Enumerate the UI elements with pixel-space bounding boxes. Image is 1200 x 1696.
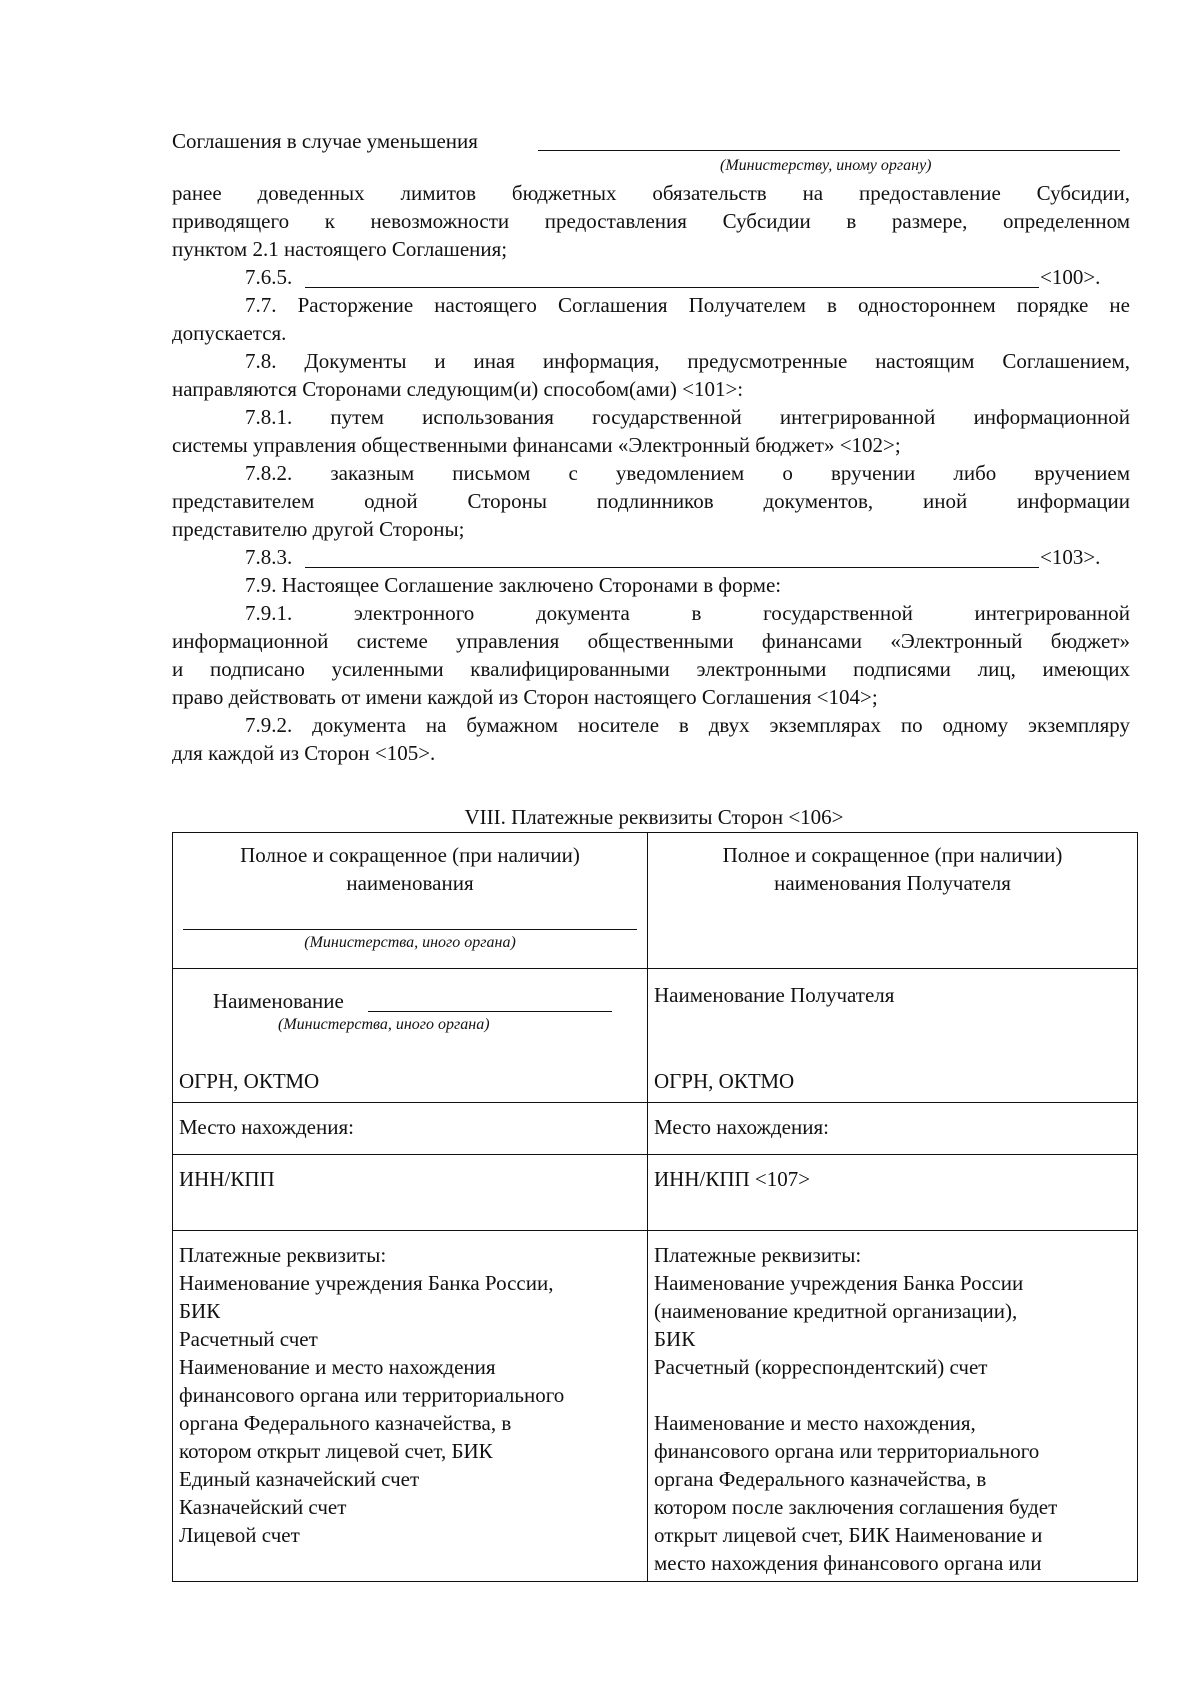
text-line: представителю другой Стороны;	[172, 517, 465, 541]
text-line: 7.8. Документы и иная информация, предусмотренные настоящим Соглашением,	[245, 349, 1130, 373]
cell-line: Расчетный (корреспондентский) счет	[654, 1355, 988, 1379]
table-row	[173, 1231, 1138, 1582]
footnote-ref: <100>.	[1040, 265, 1101, 289]
cell-text: Место нахождения:	[179, 1115, 354, 1139]
cell-text: Наименование Получателя	[654, 983, 895, 1007]
cell-line: Наименование учреждения Банка России	[654, 1271, 1024, 1295]
cell-line: котором после заключения соглашения будет	[654, 1495, 1058, 1519]
cell-line: Платежные реквизиты:	[654, 1243, 862, 1267]
cell-line: Платежные реквизиты:	[179, 1243, 387, 1267]
payment-details-left	[179, 1235, 641, 1549]
table-row	[173, 969, 1138, 1103]
cell-line: органа Федерального казначейства, в	[654, 1467, 987, 1491]
clause-number: 7.6.5.	[245, 265, 293, 289]
table-cell	[173, 1231, 648, 1582]
cell-line: Казначейский счет	[179, 1495, 347, 1519]
cell-line: Наименование и место нахождения	[179, 1355, 496, 1379]
blank-underline	[183, 929, 637, 930]
cell-text: ОГРН, ОКТМО	[179, 1069, 320, 1093]
cell-line: открыт лицевой счет, БИК Наименование и	[654, 1523, 1043, 1547]
table-cell	[648, 1155, 1138, 1231]
field-hint: (Министерства, иного органа)	[278, 1016, 490, 1033]
cell-line: Наименование учреждения Банка России,	[179, 1271, 554, 1295]
table-cell	[648, 1103, 1138, 1155]
text-line: и подписано усиленными квалифицированными электронными подписями лиц, имеющих	[172, 657, 1130, 681]
table-cell	[648, 969, 1138, 1103]
payment-details-right	[654, 1235, 1131, 1577]
cell-line: котором открыт лицевой счет, БИК	[179, 1439, 493, 1463]
requisites-table	[172, 832, 1138, 1582]
cell-text: ИНН/КПП <107>	[654, 1167, 811, 1191]
blank-underline	[305, 287, 1039, 288]
blank-underline	[368, 1011, 612, 1012]
table-row	[173, 1155, 1138, 1231]
text-line: 7.9. Настоящее Соглашение заключено Сторонами в форме:	[245, 573, 782, 597]
table-row	[173, 1103, 1138, 1155]
cell-text: Полное и сокращенное (при наличии) наименования	[240, 843, 580, 895]
text-line: для каждой из Сторон <105>.	[172, 741, 436, 765]
cell-line: Единый казначейский счет	[179, 1467, 420, 1491]
text-line: информационной системе управления общественными финансами «Электронный бюджет»	[172, 629, 1130, 653]
table-cell	[173, 1155, 648, 1231]
blank-underline	[538, 150, 1120, 151]
text-line: право действовать от имени каждой из Сторон настоящего Соглашения <104>;	[172, 685, 878, 709]
text-line: приводящего к невозможности предоставления Субсидии в размере, определенном	[172, 209, 1130, 233]
field-hint: (Министерству, иному органу)	[720, 157, 932, 174]
cell-text: Место нахождения:	[654, 1115, 829, 1139]
cell-text: Полное и сокращенное (при наличии) наименования Получателя	[722, 843, 1063, 895]
table-cell	[648, 833, 1138, 969]
cell-line: БИК	[179, 1299, 221, 1323]
cell-line: БИК	[654, 1327, 696, 1351]
cell-line: Расчетный счет	[179, 1327, 318, 1351]
cell-line: органа Федерального казначейства, в	[179, 1411, 512, 1435]
text-line: 7.8.2. заказным письмом с уведомлением о вручении либо вручением	[245, 461, 1130, 485]
text-line: Соглашения в случае уменьшения	[172, 129, 478, 153]
cell-line: (наименование кредитной организации),	[654, 1299, 1018, 1323]
table-row	[173, 833, 1138, 969]
table-cell	[648, 1231, 1138, 1582]
footnote-ref: <103>.	[1040, 545, 1101, 569]
cell-line: Лицевой счет	[179, 1523, 300, 1547]
text-line: 7.9.2. документа на бумажном носителе в двух экземплярах по одному экземпляру	[245, 713, 1130, 737]
text-line: 7.8.1. путем использования государственной интегрированной информационной	[245, 405, 1130, 429]
blank-underline	[305, 567, 1039, 568]
table-cell	[173, 833, 648, 969]
table-cell	[173, 1103, 648, 1155]
table-cell	[173, 969, 648, 1103]
cell-line: Наименование и место нахождения,	[654, 1411, 976, 1435]
text-line: 7.7. Расторжение настоящего Соглашения Получателем в одностороннем порядке не	[245, 293, 1130, 317]
cell-text: Наименование	[213, 989, 344, 1013]
cell-line: место нахождения финансового органа или	[654, 1551, 1042, 1575]
text-line: представителем одной Стороны подлинников документов, иной информации	[172, 489, 1130, 513]
text-line: системы управления общественными финансами «Электронный бюджет» <102>;	[172, 433, 901, 457]
clause-number: 7.8.3.	[245, 545, 293, 569]
text-line: допускается.	[172, 321, 287, 345]
cell-text: ИНН/КПП	[179, 1167, 275, 1191]
text-line: пунктом 2.1 настоящего Соглашения;	[172, 237, 508, 261]
cell-line	[654, 1381, 1131, 1409]
cell-line: финансового органа или территориального	[654, 1439, 1040, 1463]
field-hint: (Министерства, иного органа)	[304, 934, 516, 951]
text-line: ранее доведенных лимитов бюджетных обязательств на предоставление Субсидии,	[172, 181, 1130, 205]
section-title: VIII. Платежные реквизиты Сторон <106>	[464, 805, 844, 829]
cell-text: ОГРН, ОКТМО	[654, 1069, 795, 1093]
text-line: 7.9.1. электронного документа в государственной интегрированной	[245, 601, 1130, 625]
text-line: направляются Сторонами следующим(и) способом(ами) <101>:	[172, 377, 744, 401]
cell-line: финансового органа или территориального	[179, 1383, 565, 1407]
